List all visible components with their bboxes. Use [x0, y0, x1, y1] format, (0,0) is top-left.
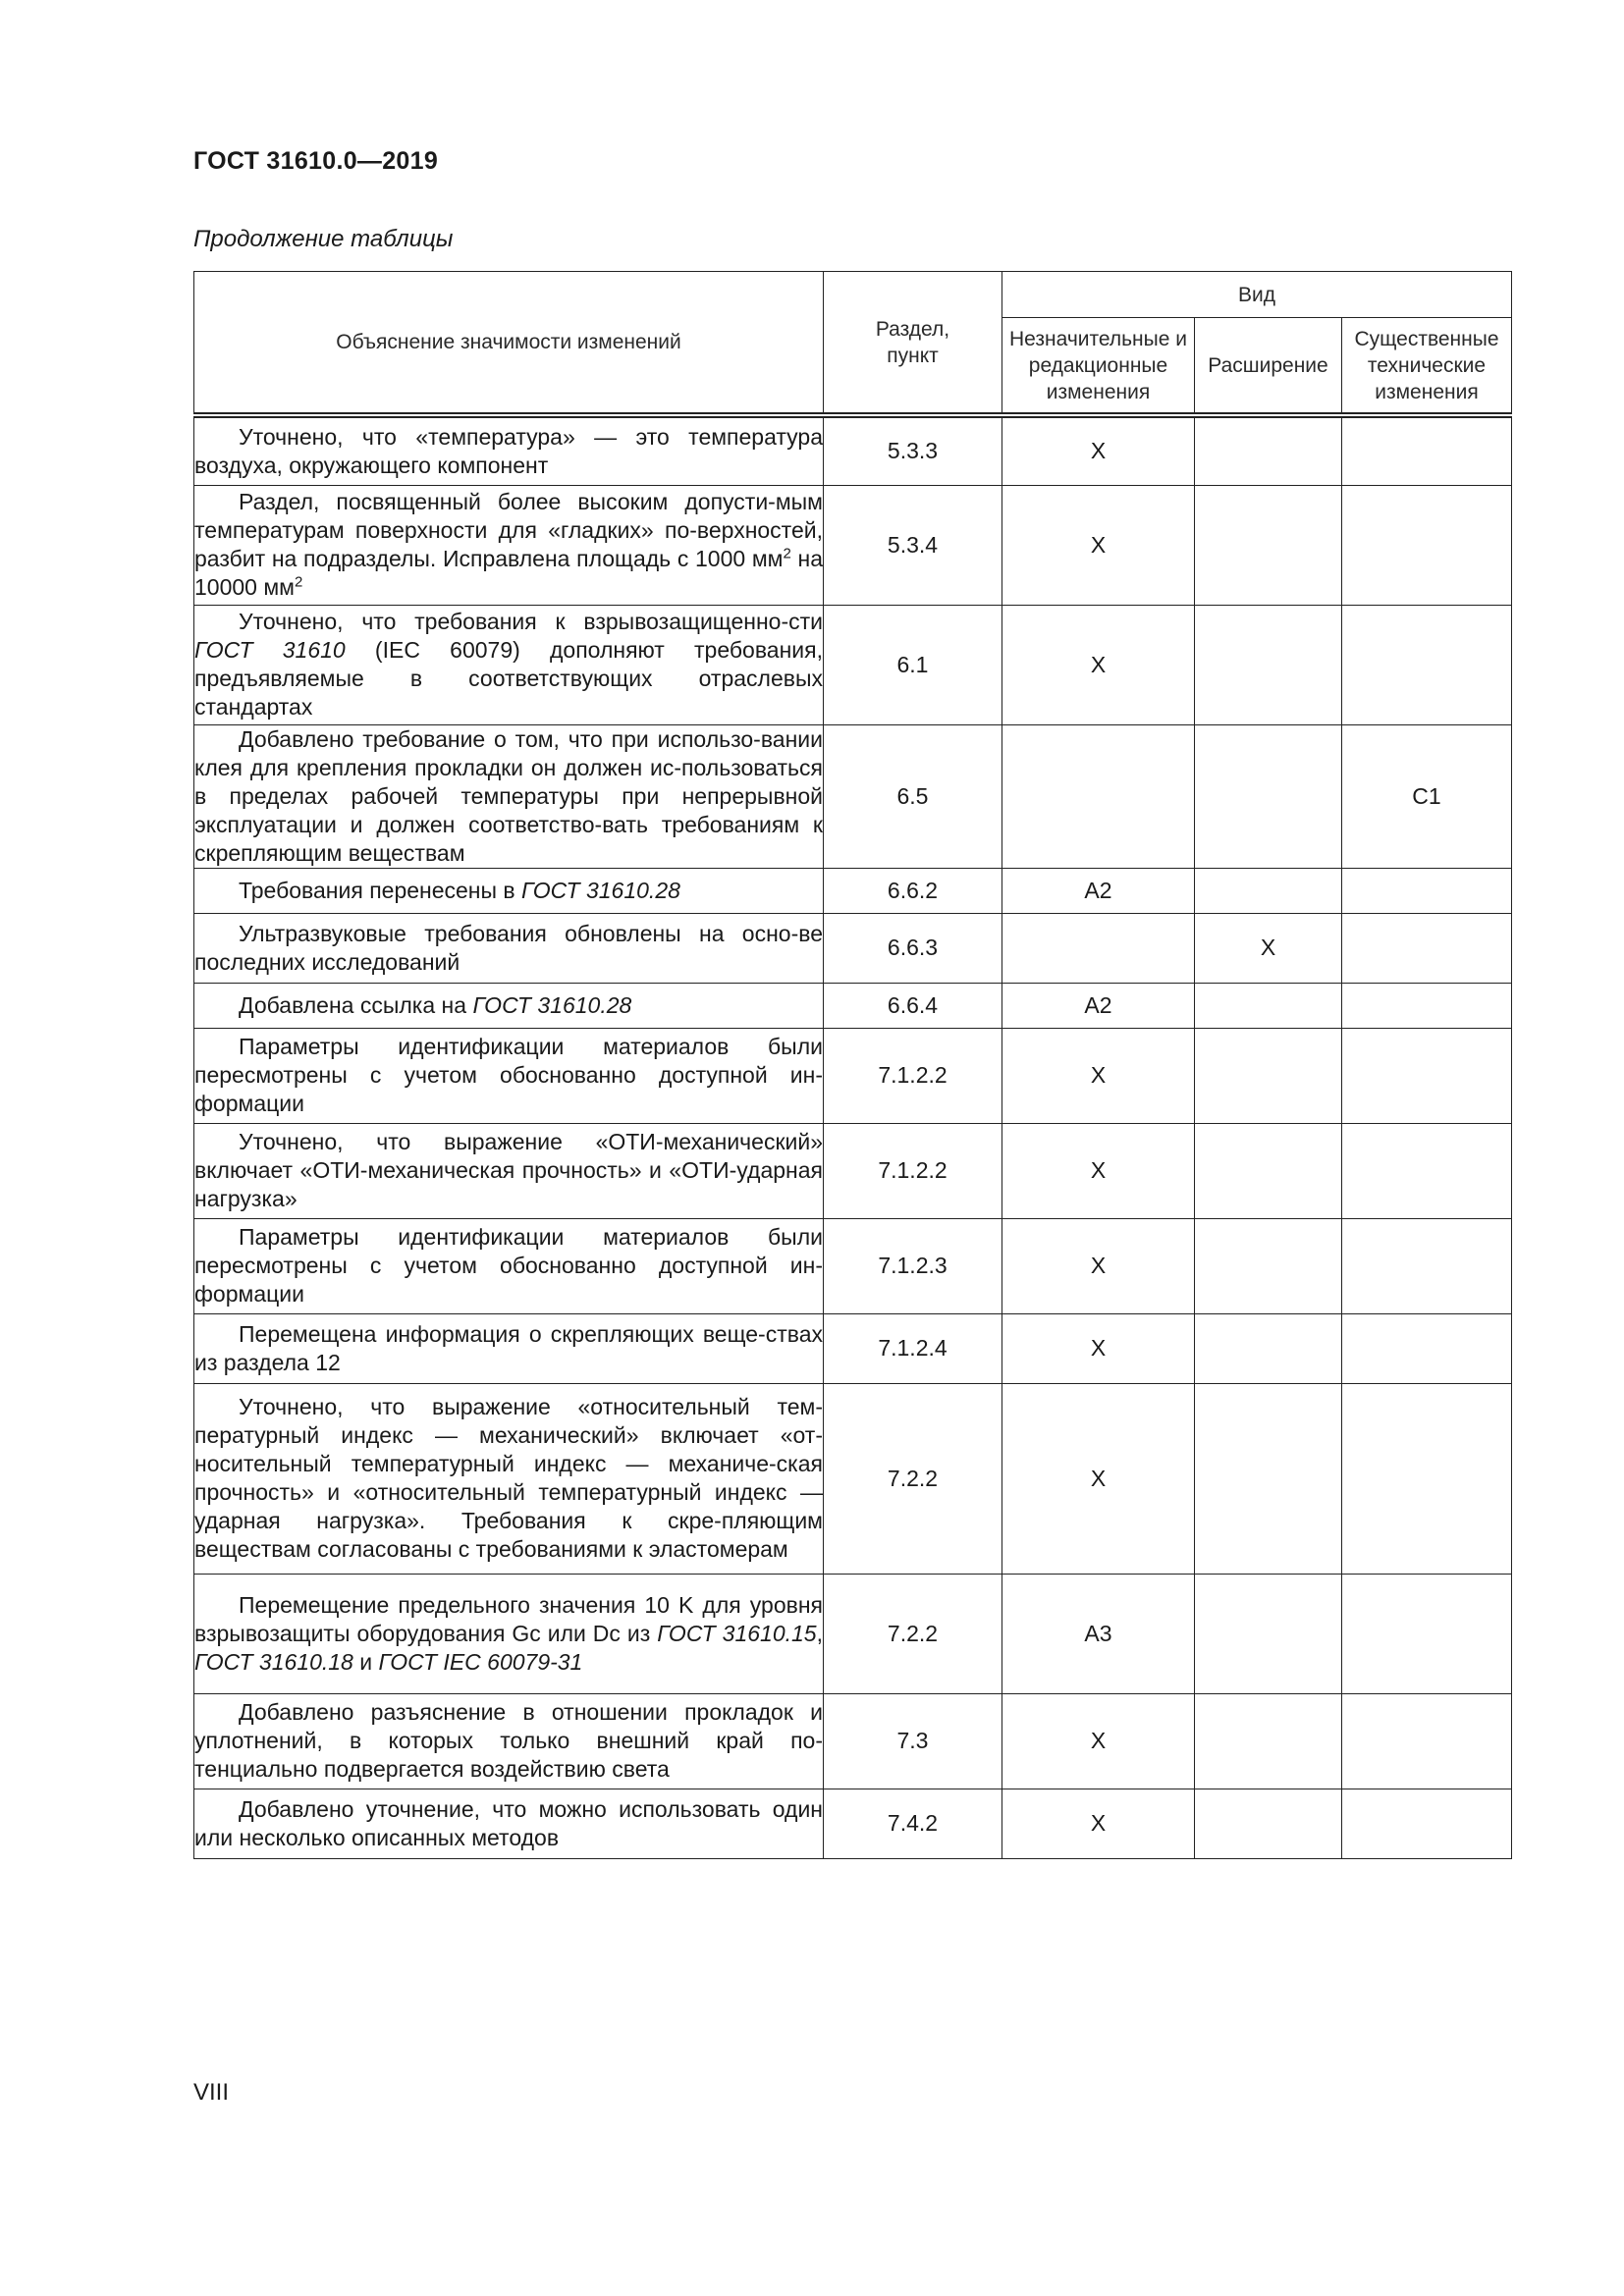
table-row	[194, 605, 1512, 724]
minor-change-cell: X	[1002, 1218, 1195, 1313]
minor-change-cell: X	[1002, 1789, 1195, 1858]
section-cell: 6.1	[824, 605, 1002, 724]
minor-change-cell	[1002, 913, 1195, 983]
minor-change-cell: X	[1002, 1693, 1195, 1789]
table-row	[194, 1028, 1512, 1123]
minor-change-cell: X	[1002, 485, 1195, 605]
explanation-text: Параметры идентификации материалов были пересмотрены с учетом обоснованно доступной ин-формации	[194, 1224, 823, 1307]
technical-change-cell	[1342, 983, 1512, 1028]
technical-change-cell	[1342, 1693, 1512, 1789]
technical-change-cell: C1	[1342, 724, 1512, 868]
explanation-text: Перемещение предельного значения 10 K для уровня взрывозащиты оборудования Gc или Dc из ГОСТ 31610.15, ГОСТ 31610.18 и ГОСТ IEC 60079-31	[194, 1591, 823, 1675]
explanation-text: Добавлено уточнение, что можно использовать один или несколько описанных методов	[194, 1795, 823, 1850]
explanation-cell	[194, 1028, 824, 1123]
explanation-cell	[194, 1383, 824, 1574]
changes-table	[193, 271, 1512, 1859]
page-number: VIII	[193, 2079, 230, 2106]
extension-cell	[1195, 983, 1342, 1028]
document-title: ГОСТ 31610.0—2019	[193, 147, 439, 175]
explanation-text: Добавлена ссылка на ГОСТ 31610.28	[239, 991, 632, 1018]
minor-change-cell: X	[1002, 415, 1195, 485]
extension-cell	[1195, 1028, 1342, 1123]
explanation-text: Раздел, посвященный более высоким допусти-мым температурам поверхности для «гладких» по-верхностей, разбит на подразделы. Исправлена площадь с 1000 $мм^2$ на 10000 $мм^2$	[194, 489, 823, 600]
extension-cell	[1195, 415, 1342, 485]
extension-cell	[1195, 1123, 1342, 1218]
extension-cell	[1195, 485, 1342, 605]
explanation-cell	[194, 1789, 824, 1858]
explanation-cell	[194, 1123, 824, 1218]
minor-change-cell: X	[1002, 1123, 1195, 1218]
explanation-cell	[194, 868, 824, 913]
section-cell: 6.6.2	[824, 868, 1002, 913]
table-continuation-caption: Продолжение таблицы	[193, 226, 454, 252]
section-cell: 7.3	[824, 1693, 1002, 1789]
technical-change-cell	[1342, 485, 1512, 605]
technical-change-cell	[1342, 1383, 1512, 1574]
table-row	[194, 1789, 1512, 1858]
section-cell: 7.1.2.2	[824, 1028, 1002, 1123]
table-row	[194, 1574, 1512, 1693]
minor-change-cell	[1002, 724, 1195, 868]
extension-cell	[1195, 868, 1342, 913]
explanation-cell	[194, 415, 824, 485]
extension-cell	[1195, 1574, 1342, 1693]
section-cell: 7.2.2	[824, 1383, 1002, 1574]
technical-change-cell	[1342, 1218, 1512, 1313]
table-row	[194, 913, 1512, 983]
explanation-text: Уточнено, что требования к взрывозащищенно-сти ГОСТ 31610 (IEC 60079) дополняют требования, предъявляемые в соответствующих отраслевых стандартах	[194, 609, 823, 720]
table-row	[194, 868, 1512, 913]
section-cell: 7.2.2	[824, 1574, 1002, 1693]
table-row	[194, 1693, 1512, 1789]
explanation-text: Уточнено, что «температура» — это температура воздуха, окружающего компонент	[194, 423, 823, 478]
table-body	[194, 415, 1512, 1858]
technical-change-cell	[1342, 868, 1512, 913]
section-cell: 6.6.3	[824, 913, 1002, 983]
explanation-text: Ультразвуковые требования обновлены на осно-ве последних исследований	[194, 920, 823, 975]
technical-change-cell	[1342, 605, 1512, 724]
table-row	[194, 983, 1512, 1028]
explanation-cell	[194, 1693, 824, 1789]
technical-change-cell	[1342, 1028, 1512, 1123]
technical-change-cell	[1342, 415, 1512, 485]
explanation-cell	[194, 485, 824, 605]
table-row	[194, 1313, 1512, 1383]
explanation-cell	[194, 983, 824, 1028]
extension-cell	[1195, 605, 1342, 724]
column-header-extension: Расширение	[1195, 318, 1342, 416]
minor-change-cell: X	[1002, 1383, 1195, 1574]
explanation-text: Требования перенесены в ГОСТ 31610.28	[239, 877, 680, 903]
section-cell: 6.5	[824, 724, 1002, 868]
minor-change-cell: X	[1002, 1028, 1195, 1123]
extension-cell	[1195, 1383, 1342, 1574]
extension-cell	[1195, 1693, 1342, 1789]
explanation-cell	[194, 1218, 824, 1313]
section-cell: 7.4.2	[824, 1789, 1002, 1858]
explanation-cell	[194, 913, 824, 983]
explanation-text: Уточнено, что выражение «относительный тем-пературный индекс — механический» включает «от-носительный температурный индекс — механиче-ская прочность» и «относительный температурный индекс — ударная нагрузка». Требования к скре-пляющим веществам согласованы с требованиями к эластомерам	[194, 1394, 823, 1562]
explanation-cell	[194, 605, 824, 724]
explanation-text: Добавлено разъяснение в отношении прокладок и уплотнений, в которых только внешний край по-тенциально подвергается воздействию света	[194, 1699, 823, 1782]
technical-change-cell	[1342, 1313, 1512, 1383]
extension-cell	[1195, 1313, 1342, 1383]
extension-cell	[1195, 724, 1342, 868]
explanation-cell	[194, 1574, 824, 1693]
table-row	[194, 1123, 1512, 1218]
technical-change-cell	[1342, 1789, 1512, 1858]
table-row	[194, 724, 1512, 868]
minor-change-cell: X	[1002, 1313, 1195, 1383]
section-cell: 7.1.2.4	[824, 1313, 1002, 1383]
section-cell: 6.6.4	[824, 983, 1002, 1028]
minor-change-cell: A3	[1002, 1574, 1195, 1693]
explanation-text: Перемещена информация о скрепляющих веще-ствах из раздела 12	[194, 1320, 823, 1375]
column-header-explanation: Объяснение значимости изменений	[194, 272, 824, 416]
section-cell: 7.1.2.2	[824, 1123, 1002, 1218]
explanation-text: Параметры идентификации материалов были пересмотрены с учетом обоснованно доступной ин-формации	[194, 1034, 823, 1116]
minor-change-cell: X	[1002, 605, 1195, 724]
technical-change-cell	[1342, 1123, 1512, 1218]
minor-change-cell: A2	[1002, 868, 1195, 913]
column-header-technical: Существенные технические изменения	[1342, 318, 1512, 416]
explanation-cell	[194, 724, 824, 868]
explanation-text: Уточнено, что выражение «ОТИ-механический» включает «ОТИ-механическая прочность» и «ОТИ-ударная нагрузка»	[194, 1129, 823, 1211]
section-cell: 5.3.4	[824, 485, 1002, 605]
table-row	[194, 415, 1512, 485]
column-header-section: Раздел, пункт	[824, 272, 1002, 416]
table-row	[194, 1218, 1512, 1313]
table-row	[194, 1383, 1512, 1574]
technical-change-cell	[1342, 913, 1512, 983]
column-header-minor: Незначительные и редакционные изменения	[1002, 318, 1195, 416]
table-row	[194, 485, 1512, 605]
column-header-kind: Вид	[1002, 272, 1512, 318]
extension-cell	[1195, 1218, 1342, 1313]
explanation-text: Добавлено требование о том, что при использо-вании клея для крепления прокладки он должен ис-пользоваться в пределах рабочей температуры при непрерывной эксплуатации и должен соответство-вать требованиям к скрепляющим веществам	[194, 725, 823, 866]
minor-change-cell: A2	[1002, 983, 1195, 1028]
extension-cell: X	[1195, 913, 1342, 983]
extension-cell	[1195, 1789, 1342, 1858]
section-cell: 7.1.2.3	[824, 1218, 1002, 1313]
technical-change-cell	[1342, 1574, 1512, 1693]
section-cell: 5.3.3	[824, 415, 1002, 485]
explanation-cell	[194, 1313, 824, 1383]
